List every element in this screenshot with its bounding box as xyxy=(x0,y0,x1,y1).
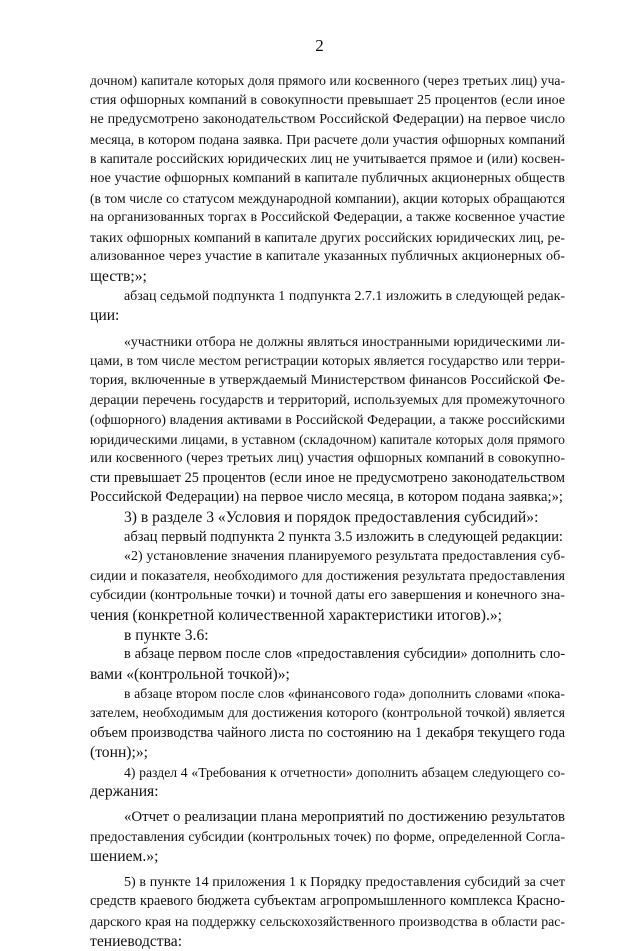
text-line: ное участие офшорных компаний в капитале публичных акционерных обществ xyxy=(90,170,565,186)
text-line: в капитале российских юридических лиц не учитывается прямое и (или) косвен- xyxy=(90,151,565,167)
text-line: ции: xyxy=(90,307,120,325)
text-line: цами, в том числе местом регистрации которых является государство или терри- xyxy=(90,353,565,369)
text-line: средств краевого бюджета субъектам агропромышленного комплекса Красно- xyxy=(90,893,565,910)
text-line: в пункте 3.6: xyxy=(124,626,209,644)
text-line: дочном) капитале которых доля прямого или косвенного (через третьих лиц) уча- xyxy=(90,73,565,88)
text-line: зателем, необходимым для достижения которого (контрольной точкой) является xyxy=(90,706,565,721)
text-line: ществ;»; xyxy=(90,267,147,285)
text-line: на организованных торгах в Российской Федерации, а также косвенное участие xyxy=(90,210,565,226)
text-line: (в том числе со статусом международной компании), акции которых обращаются xyxy=(90,190,565,206)
document-body xyxy=(90,71,565,951)
page-number: 2 xyxy=(315,36,324,55)
text-line: или косвенного (через третьих лиц) участия офшорных компаний в совокупно- xyxy=(90,451,565,467)
text-line: абзац первый подпункта 2 пункта 3.5 изложить в следующей редакции: xyxy=(124,528,563,545)
text-line: предоставления субсидии (контрольных точек) по форме, определенной Согла- xyxy=(90,829,565,845)
text-line: «Отчет о реализации плана мероприятий по достижению результатов xyxy=(124,808,565,825)
text-line: Российской Федерации) на первое число месяца, в котором подана заявка;»; xyxy=(90,489,563,506)
text-line: сидии и показателя, необходимого для достижения результата предоставления xyxy=(90,567,565,584)
text-line: вами «(контрольной точкой)»; xyxy=(90,665,290,683)
text-line: стия офшорных компаний в совокупности превышает 25 процентов (если иное xyxy=(90,91,565,108)
text-line: ализованное через участие в капитале указанных публичных акционерных об- xyxy=(90,248,565,265)
text-line: тениеводства: xyxy=(90,932,183,950)
text-line: тория, включенные в утверждаемый Министерством финансов Российской Фе- xyxy=(90,372,565,388)
text-line: держания: xyxy=(90,783,159,801)
text-line: юридическими лицами, в уставном (складочном) капитале которых доля прямого xyxy=(90,431,565,447)
text-line: 4) раздел 4 «Требования к отчетности» дополнить абзацем следующего со- xyxy=(124,764,565,780)
text-line: сти превышает 25 процентов (если иное не предусмотрено законодательством xyxy=(90,469,565,486)
text-line: 5) в пункте 14 приложения 1 к Порядку предоставления субсидий за счет xyxy=(124,873,565,890)
text-line: (офшорного) владения активами в Российской Федерации, а также российскими xyxy=(90,412,565,428)
text-line: объем производства чайного листа по состоянию на 1 декабря текущего года xyxy=(90,724,565,741)
text-line: дарского края на поддержку сельскохозяйственного производства в области рас- xyxy=(90,913,565,929)
text-line: дерации перечень государств и территорий, используемых для промежуточного xyxy=(90,392,565,408)
text-line: «2) установление значения планируемого результата предоставления суб- xyxy=(124,549,565,565)
text-line: «участники отбора не должны являться иностранными юридическими ли- xyxy=(124,333,565,349)
text-line: не предусмотрено законодательством Российской Федерации) на первое число xyxy=(90,111,565,128)
text-line: в абзаце первом после слов «предоставления субсидии» дополнить сло- xyxy=(124,646,565,663)
text-line: в абзаце втором после слов «финансового года» дополнить словами «пока- xyxy=(124,686,565,702)
text-line: субсидии (контрольные точки) и точной даты его завершения и конечного зна- xyxy=(90,587,565,604)
text-line: (тонн);»; xyxy=(90,744,148,762)
text-line: абзац седьмой подпункта 1 подпункта 2.7.1 изложить в следующей редак- xyxy=(124,288,565,304)
text-line: 3) в разделе 3 «Условия и порядок предоставления субсидий»: xyxy=(124,509,539,527)
text-line: чения (конкретной количественной характеристики итогов).»; xyxy=(90,607,502,625)
text-line: месяца, в котором подана заявка. При расчете доли участия офшорных компаний xyxy=(90,131,565,147)
text-line: шением.»; xyxy=(90,848,159,866)
text-line: таких офшорных компаний в капитале других российских юридических лиц, ре- xyxy=(90,229,565,245)
